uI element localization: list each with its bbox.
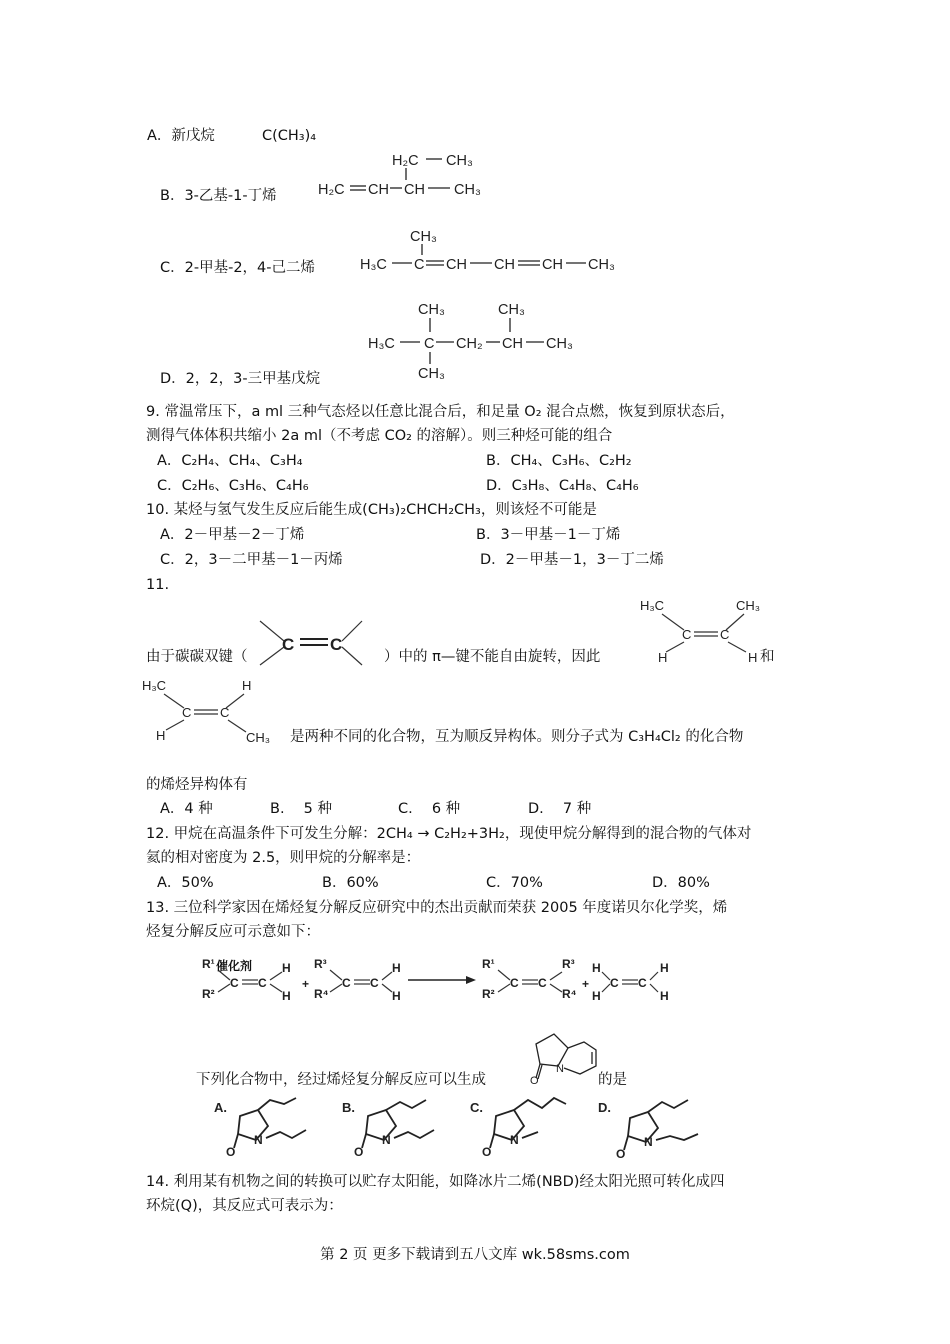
option-c-structure (470, 1098, 566, 1159)
svg-text:CH: CH (502, 336, 523, 352)
svg-text:C: C (414, 257, 425, 273)
q11-text-part2: ）中的 π—键不能自由旋转，因此 (384, 649, 601, 665)
svg-text:R²: R² (482, 987, 495, 1001)
q10-option-d: D．2－甲基－1，3－丁二烯 (480, 552, 664, 568)
svg-text:C: C (720, 627, 730, 642)
svg-text:C: C (538, 976, 547, 990)
svg-text:C: C (610, 976, 619, 990)
svg-text:CH₃: CH₃ (418, 302, 445, 318)
svg-text:C: C (638, 976, 647, 990)
svg-text:O: O (226, 1145, 236, 1159)
svg-text:H₃C: H₃C (368, 336, 395, 352)
svg-text:N: N (254, 1133, 263, 1147)
q13-answer-structures (212, 1096, 732, 1161)
svg-text:H₃C: H₃C (360, 257, 387, 273)
svg-text:C: C (510, 976, 519, 990)
svg-text:C: C (330, 635, 343, 654)
svg-text:C: C (424, 336, 435, 352)
svg-text:CH₃: CH₃ (736, 598, 761, 613)
svg-text:N: N (644, 1135, 653, 1149)
q11-option-c: C. 6 种 (398, 801, 461, 817)
svg-text:CH₃: CH₃ (410, 229, 437, 245)
trans-2-butene-structure (142, 672, 272, 746)
svg-text:R⁴: R⁴ (562, 987, 577, 1001)
q11-and: 和 (760, 649, 775, 665)
q11-option-b: B. 5 种 (270, 801, 333, 817)
svg-text:C: C (282, 635, 295, 654)
svg-text:CH₃: CH₃ (454, 182, 481, 198)
q10-option-c: C．2，3－二甲基－1－丙烯 (160, 552, 343, 568)
catalyst-label: 催化剂 (216, 959, 253, 973)
svg-text:CH: CH (404, 182, 425, 198)
svg-text:C: C (230, 976, 239, 990)
option-b-structure (342, 1100, 434, 1159)
structure-2-methyl-2-4-hexadiene (360, 224, 630, 278)
svg-text:R¹: R¹ (202, 957, 215, 971)
svg-text:CH: CH (368, 182, 389, 198)
option-a-structure (214, 1098, 306, 1159)
svg-text:R²: R² (202, 987, 215, 1001)
svg-text:O: O (616, 1147, 626, 1161)
svg-text:CH₃: CH₃ (246, 730, 271, 745)
svg-text:H: H (592, 961, 601, 975)
cis-2-butene-structure (640, 594, 760, 664)
svg-text:C.: C. (470, 1100, 483, 1115)
svg-text:O: O (482, 1145, 492, 1159)
svg-text:C: C (342, 976, 351, 990)
svg-text:O: O (530, 1075, 539, 1087)
q12-option-c: C．70% (486, 875, 543, 891)
svg-text:H: H (658, 650, 668, 665)
q12-stem-line2: 氦的相对密度为 2.5，则甲烷的分解率是： (146, 850, 421, 866)
svg-text:H₃C: H₃C (640, 598, 665, 613)
q11-text-part4: 的烯烃异构体有 (146, 777, 248, 793)
q12-stem-line1: 12. 甲烷在高温条件下可发生分解：2CH₄ → C₂H₂+3H₂，现使甲烷分解得到的混合物的气体对 (146, 826, 752, 842)
structure-2-2-3-trimethylpentane (368, 298, 588, 384)
svg-text:H: H (242, 678, 252, 693)
svg-text:D.: D. (598, 1100, 611, 1115)
svg-text:H: H (282, 989, 291, 1003)
svg-text:CH₃: CH₃ (546, 336, 573, 352)
q11-option-a: A．4 种 (160, 801, 213, 817)
q10-option-a: A．2－甲基－2－丁烯 (160, 527, 305, 543)
q12-option-d: D．80% (652, 875, 710, 891)
cc-double-bond-diagram (258, 615, 368, 671)
q8-option-a-formula: C(CH₃)₄ (262, 128, 317, 144)
svg-text:N: N (510, 1133, 519, 1147)
svg-text:N: N (556, 1063, 564, 1075)
q8-option-a: A．新戊烷 (147, 128, 215, 144)
svg-text:H: H (156, 728, 166, 743)
target-bicyclic-lactam (528, 1030, 600, 1086)
svg-text:R³: R³ (562, 957, 575, 971)
svg-text:O: O (354, 1145, 364, 1159)
svg-text:CH: CH (494, 257, 515, 273)
svg-text:CH₃: CH₃ (446, 153, 473, 169)
q13-stem-line2: 烃复分解反应可示意如下： (146, 924, 320, 940)
svg-text:C: C (182, 705, 192, 720)
q10-stem: 10. 某烃与氢气发生反应后能生成(CH₃)₂CHCH₂CH₃，则该烃不可能是 (146, 502, 597, 518)
svg-text:C: C (370, 976, 379, 990)
q14-stem-line2: 环烷(Q)，其反应式可表示为： (146, 1198, 343, 1214)
svg-text:R³: R³ (314, 957, 327, 971)
svg-text:CH₂: CH₂ (456, 336, 483, 352)
svg-text:CH₃: CH₃ (418, 366, 445, 382)
structure-3-ethyl-1-butene (318, 146, 508, 202)
q14-stem-line1: 14. 利用某有机物之间的转换可以贮存太阳能，如降冰片二烯(NBD)经太阳光照可转化成四 (146, 1174, 725, 1190)
svg-text:H: H (392, 989, 401, 1003)
q10-option-b: B．3－甲基－1－丁烯 (476, 527, 621, 543)
svg-text:H₂C: H₂C (392, 153, 419, 169)
q9-stem-line2: 测得气体体积共缩小 2a ml（不考虑 CO₂ 的溶解）。则三种烃可能的组合 (146, 428, 613, 444)
svg-text:C: C (682, 627, 692, 642)
q11-option-d: D. 7 种 (528, 801, 592, 817)
q13-prompt-part1: 下列化合物中，经过烯烃复分解反应可以生成 (196, 1072, 486, 1088)
svg-text:C: C (258, 976, 267, 990)
q9-option-c: C．C₂H₆、C₃H₆、C₄H₆ (157, 478, 309, 494)
svg-text:CH: CH (542, 257, 563, 273)
q13-stem-line1: 13. 三位科学家因在烯烃复分解反应研究中的杰出贡献而荣获 2005 年度诺贝尔化学奖，烯 (146, 900, 728, 916)
svg-text:A.: A. (214, 1100, 227, 1115)
svg-text:R⁴: R⁴ (314, 987, 329, 1001)
svg-text:H: H (748, 650, 758, 665)
svg-text:H: H (392, 961, 401, 975)
svg-text:B.: B. (342, 1100, 355, 1115)
svg-text:R¹: R¹ (482, 957, 495, 971)
svg-text:H: H (282, 961, 291, 975)
svg-text:CH₃: CH₃ (498, 302, 525, 318)
svg-text:CH: CH (446, 257, 467, 273)
olefin-metathesis-scheme (196, 950, 686, 1016)
svg-text:N: N (382, 1133, 391, 1147)
q9-option-d: D．C₃H₈、C₄H₈、C₄H₆ (486, 478, 639, 494)
page-footer: 第 2 页 更多下载请到五八文库 wk.58sms.com (320, 1247, 630, 1263)
q12-option-a: A．50% (157, 875, 214, 891)
svg-text:H: H (660, 989, 669, 1003)
svg-text:H₃C: H₃C (142, 678, 167, 693)
svg-text:+: + (582, 977, 590, 991)
svg-text:+: + (302, 977, 310, 991)
q8-option-d: D．2，2，3-三甲基戊烷 (160, 371, 321, 387)
svg-text:CH₃: CH₃ (588, 257, 615, 273)
svg-text:H: H (660, 961, 669, 975)
q11-text-part3: 是两种不同的化合物，互为顺反异构体。则分子式为 C₃H₄Cl₂ 的化合物 (290, 729, 744, 745)
q8-option-b: B．3-乙基-1-丁烯 (160, 188, 277, 204)
q9-option-a: A．C₂H₄、CH₄、C₃H₄ (157, 453, 303, 469)
q11-text-part1: 由于碳碳双键（ (146, 649, 248, 665)
svg-text:H₂C: H₂C (318, 182, 345, 198)
svg-text:C: C (220, 705, 230, 720)
q9-option-b: B．CH₄、C₃H₆、C₂H₂ (486, 453, 632, 469)
svg-text:H: H (592, 989, 601, 1003)
q11-number: 11. (146, 577, 170, 593)
q13-prompt-part2: 的是 (598, 1072, 627, 1088)
option-d-structure (598, 1100, 698, 1161)
q8-option-c: C．2-甲基-2，4-己二烯 (160, 260, 315, 276)
q9-stem-line1: 9. 常温常压下，a ml 三种气态烃以任意比混合后，和足量 O₂ 混合点燃，恢复到原状态后， (146, 404, 735, 420)
q12-option-b: B．60% (322, 875, 379, 891)
